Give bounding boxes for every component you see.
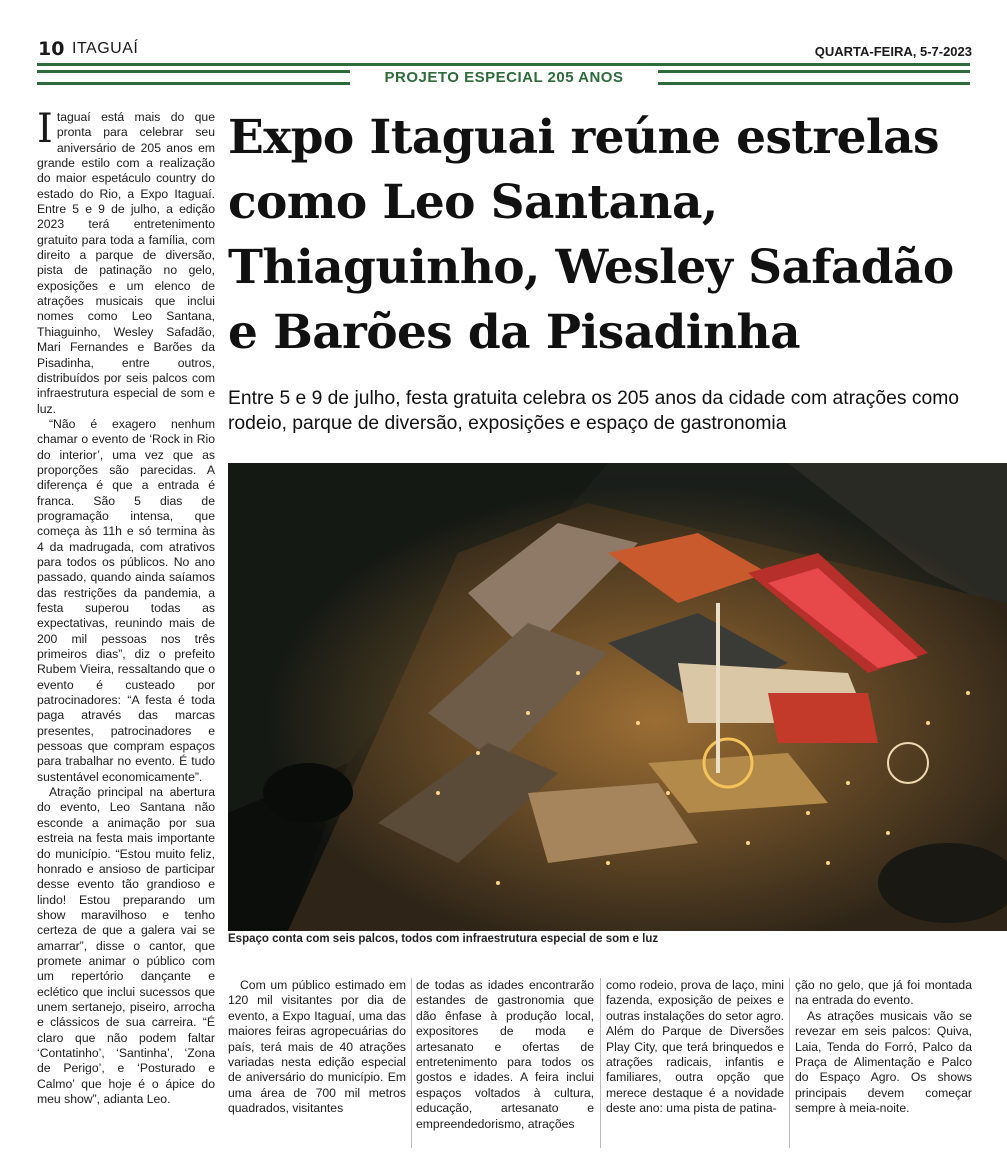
lead-text: taguaí está mais do que pronta para celebrar seu aniversário de 205 anos em grande estilo com a realização do maior espetáculo country do estado do Rio, a Expo Itaguaí. Entre 5 e 9 de julho, a edição 2023 terá entretenimento gratuito para toda a família, com direito a parque de diversão, pista de patinação no gelo, exposições e um elenco de atrações musicais que inclui nomes como Leo Santana, Thiaguinho, Wesley Safadão, Mari Fernandes e Barões da Pisadinha, entre outros, distribuídos por seis palcos com infraestrutura especial de som e luz.	[37, 110, 215, 416]
paragraph-attractions: de todas as idades encontrarão estandes de gastronomia que dão ênfase à produção local, expositores de moda e artesanato e ofertas de entretenimento para todos os gostos e idades. A feira inclui espaços voltados à cultura, educação, artesanato e empreendedorismo, atrações	[416, 978, 594, 1131]
paragraph-ice-rink: ção no gelo, que já foi montada na entrada do evento.	[795, 978, 972, 1008]
paragraph-public: Com um público estimado em 120 mil visitantes por dia de evento, a Expo Itaguaí, uma das maiores feiras agropecuárias do país, terá mais de 40 atrações variadas nesta edição especial de aniversário do município. Em uma área de 700 mil metros quadrados, visitantes	[228, 978, 406, 1116]
drop-cap: I	[37, 106, 53, 152]
subheadline: Entre 5 e 9 de julho, festa gratuita celebra os 205 anos da cidade com atrações como rodeio, parque de diversão, exposições e espaço de gastronomia	[228, 388, 959, 434]
aerial-photo-expo-night	[228, 463, 1007, 931]
paragraph-stages: As atrações musicais vão se revezar em seis palcos: Quiva, Laia, Tenda do Forró, Palco da Praça de Alimentação e Palco do Espaço Agro. Os shows principais devem começar sempre à meia-noite.	[795, 1008, 972, 1116]
article-column-4	[606, 978, 784, 1117]
article-column-1	[37, 106, 215, 1107]
article-column-3	[416, 978, 594, 1132]
section-name: ITAGUAÍ	[72, 40, 139, 57]
project-label: PROJETO ESPECIAL 205 ANOS	[350, 67, 658, 89]
column-divider	[411, 978, 412, 1148]
lead-paragraph	[37, 106, 215, 417]
column-divider	[789, 978, 790, 1148]
paragraph-leo-santana: Atração principal na abertura do evento, Leo Santana não esconde a animação por sua estreia na festa mais importante do município. “Estou muito feliz, honrado e ansioso de participar desse evento tão grandioso e lindo! Estou preparando um show maravilhoso e tenho certeza de que a galera vai se amarrar”, disse o cantor, que promete animar o público com um repertório dançante e eclético que inclui sucessos que unem sertanejo, piseiro, arrocha e clássicos de sua carreira. “É claro que não podem faltar ‘Contatinho’, ‘Santinha’, ‘Zona de Perigo’, e ‘Posturado e Calmo’ que hoje é o ápice do meu show”, adianta Leo.	[37, 785, 215, 1106]
publication-date: QUARTA-FEIRA, 5-7-2023	[814, 44, 972, 59]
paragraph-park: como rodeio, prova de laço, mini fazenda, exposição de peixes e outras instalações do setor agro. Além do Parque de Diversões Play City, que terá brinquedos e atrações radicais, infantis e familiares, outra opção que merece destaque é a novidade deste ano: uma pista de patina-	[606, 978, 784, 1116]
column-divider	[600, 978, 601, 1148]
photo-caption: Espaço conta com seis palcos, todos com infraestrutura especial de som e luz	[228, 933, 659, 945]
header-rule-top	[37, 63, 970, 66]
paragraph-quote-mayor: “Não é exagero nenhum chamar o evento de ‘Rock in Rio do interior’, uma vez que as proporções são parecidas. A diferença é que a entrada é franca. São 5 dias de programação intensa, que começa às 11h e só termina às 4 da madrugada, com atrativos para todos os públicos. No ano passado, quando ainda saíamos das restrições da pandemia, a festa superou todas as expectativas, reunindo mais de 200 mil pessoas nos três primeiros dias”, diz o prefeito Rubem Vieira, ressaltando que o evento é custeado por patrocinadores: “A festa é toda paga através das marcas presentes, patrocinadores e pessoas que compram espaços para trabalhar no evento. É tudo sustentável economicamente”.	[37, 416, 215, 784]
headline: Expo Itaguai reúne estrelas como Leo Santana, Thiaguinho, Wesley Safadão e Barões da Pisadinha	[228, 110, 954, 360]
article-column-5	[795, 978, 972, 1117]
article-column-2	[228, 978, 406, 1117]
page-number: 10	[38, 38, 65, 60]
